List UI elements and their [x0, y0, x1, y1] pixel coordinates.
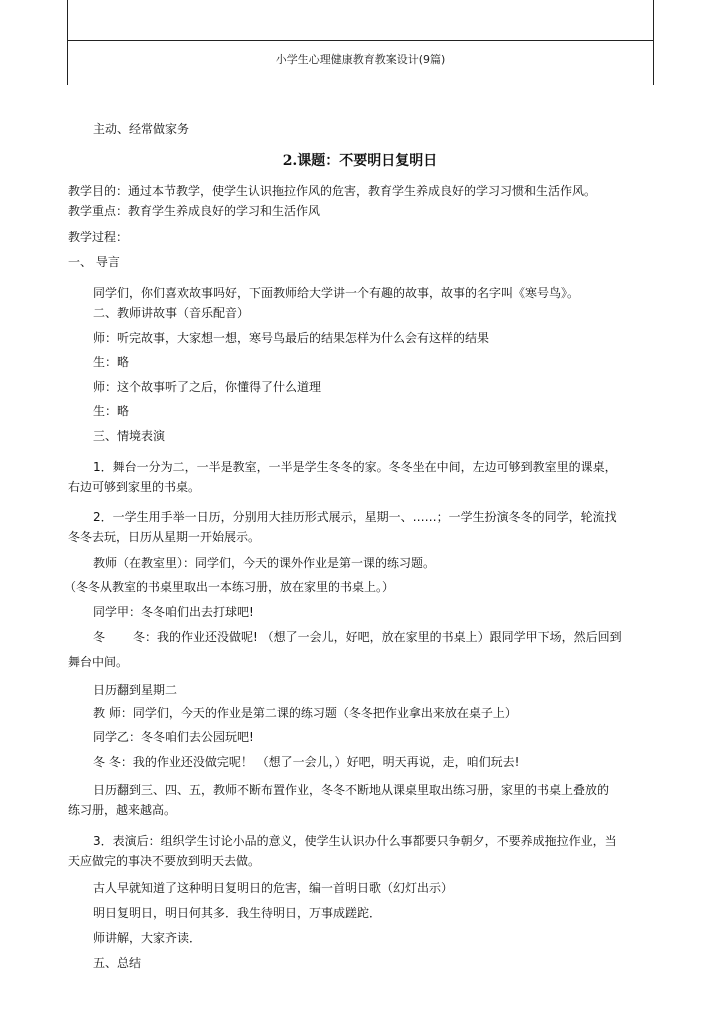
- teaching-goal: 教学目的：通过本节教学，使学生认识拖拉作风的危害，教育学生养成良好的学习习惯和生活作风。: [68, 184, 597, 198]
- stage-paragraph-2-cont: 冬冬去玩，日历从星期一开始展示。: [68, 530, 261, 544]
- previous-line: 主动、经常做家务: [93, 122, 190, 136]
- reply-text: 我的作业还没做呢! （想了一会儿，好吧，放在家里的书桌上）跟同学甲下场，然后回到: [157, 630, 622, 644]
- stage-paragraph-1-cont: 右边可够到家里的书桌。: [68, 480, 201, 494]
- stage-paragraph-3-cont: 天应做完的事决不要放到明天去做。: [68, 854, 261, 868]
- calendar-days: 日历翻到三、四、五，教师不断布置作业，冬冬不断地从课桌里取出练习册，家里的书桌上叠放的: [93, 783, 610, 797]
- teacher-question-1: 师：听完故事，大家想一想，寒号鸟最后的结果怎样为什么会有这样的结果: [93, 331, 490, 345]
- ancients-line: 古人早就知道了这种明日复明日的危害，编一首明日歌（幻灯出示）: [93, 881, 454, 895]
- section-1: 一、 导言: [68, 255, 120, 269]
- lesson-heading: 2.课题：不要明日复明日: [282, 153, 438, 169]
- calendar-tuesday: 日历翻到星期二: [93, 683, 178, 697]
- stage-paragraph-2: 2．一学生用手举一日历，分别用大挂历形式展示，星期一、……；一学生扮演冬冬的同学，轮流找: [93, 510, 617, 524]
- classmate-b-line: 同学乙：冬冬咱们去公园玩吧!: [93, 730, 254, 744]
- teaching-focus: 教学重点：教育学生养成良好的学习和生活作风: [68, 204, 321, 218]
- header-title: 小学生心理健康教育教案设计(9篇): [275, 53, 446, 66]
- calendar-days-cont: 练习册，越来越高。: [68, 803, 177, 817]
- section-5: 五、总结: [93, 956, 142, 970]
- speaker-name-2: 冬：: [133, 630, 158, 644]
- dongdong-reply-1-cont: 舞台中间。: [68, 655, 129, 669]
- teacher-in-classroom: 教师（在教室里）：同学们，今天的课外作业是第一课的练习题。: [93, 556, 436, 570]
- section-3: 三、情境表演: [93, 429, 166, 443]
- classmate-a-line: 同学甲：冬冬咱们出去打球吧!: [93, 605, 254, 619]
- dongdong-reply-2: 冬 冬：我的作业还没做完呢！ （想了一会儿，）好吧，明天再说，走，咱们玩去!: [93, 755, 520, 769]
- speaker-name: 冬: [93, 630, 106, 644]
- student-answer-1: 生：略: [93, 355, 130, 369]
- explain-line: 师讲解，大家齐读．: [93, 931, 202, 945]
- poem-line: 明日复明日，明日何其多．我生待明日，万事成蹉跎．: [93, 906, 382, 920]
- stage-paragraph-3: 3．表演后：组织学生讨论小品的意义，使学生认识办什么事都要只争朝夕，不要养成拖拉作业，当: [93, 834, 617, 848]
- teacher-question-2: 师：这个故事听了之后，你懂得了什么道理: [93, 380, 322, 394]
- page-header: [67, 40, 654, 85]
- dongdong-reply-1: [93, 629, 622, 645]
- process-label: 教学过程：: [68, 230, 129, 244]
- stage-direction: （冬冬从教室的书桌里取出一本练习册，放在家里的书桌上。）: [64, 580, 395, 594]
- teacher-tuesday: 教 师：同学们，今天的作业是第二课的练习题（冬冬把作业拿出来放在桌子上）: [93, 706, 517, 720]
- stage-paragraph-1: 1．舞台一分为二，一半是教室，一半是学生冬冬的家。冬冬坐在中间，左边可够到教室里的课桌，: [93, 460, 617, 474]
- section-2: 二、教师讲故事（音乐配音）: [93, 306, 250, 320]
- student-answer-2: 生：略: [93, 404, 130, 418]
- intro-paragraph: 同学们，你们喜欢故事吗好，下面教师给大学讲一个有趣的故事，故事的名字叫《寒号鸟》。: [93, 286, 580, 300]
- page-frame-top: [67, 0, 654, 40]
